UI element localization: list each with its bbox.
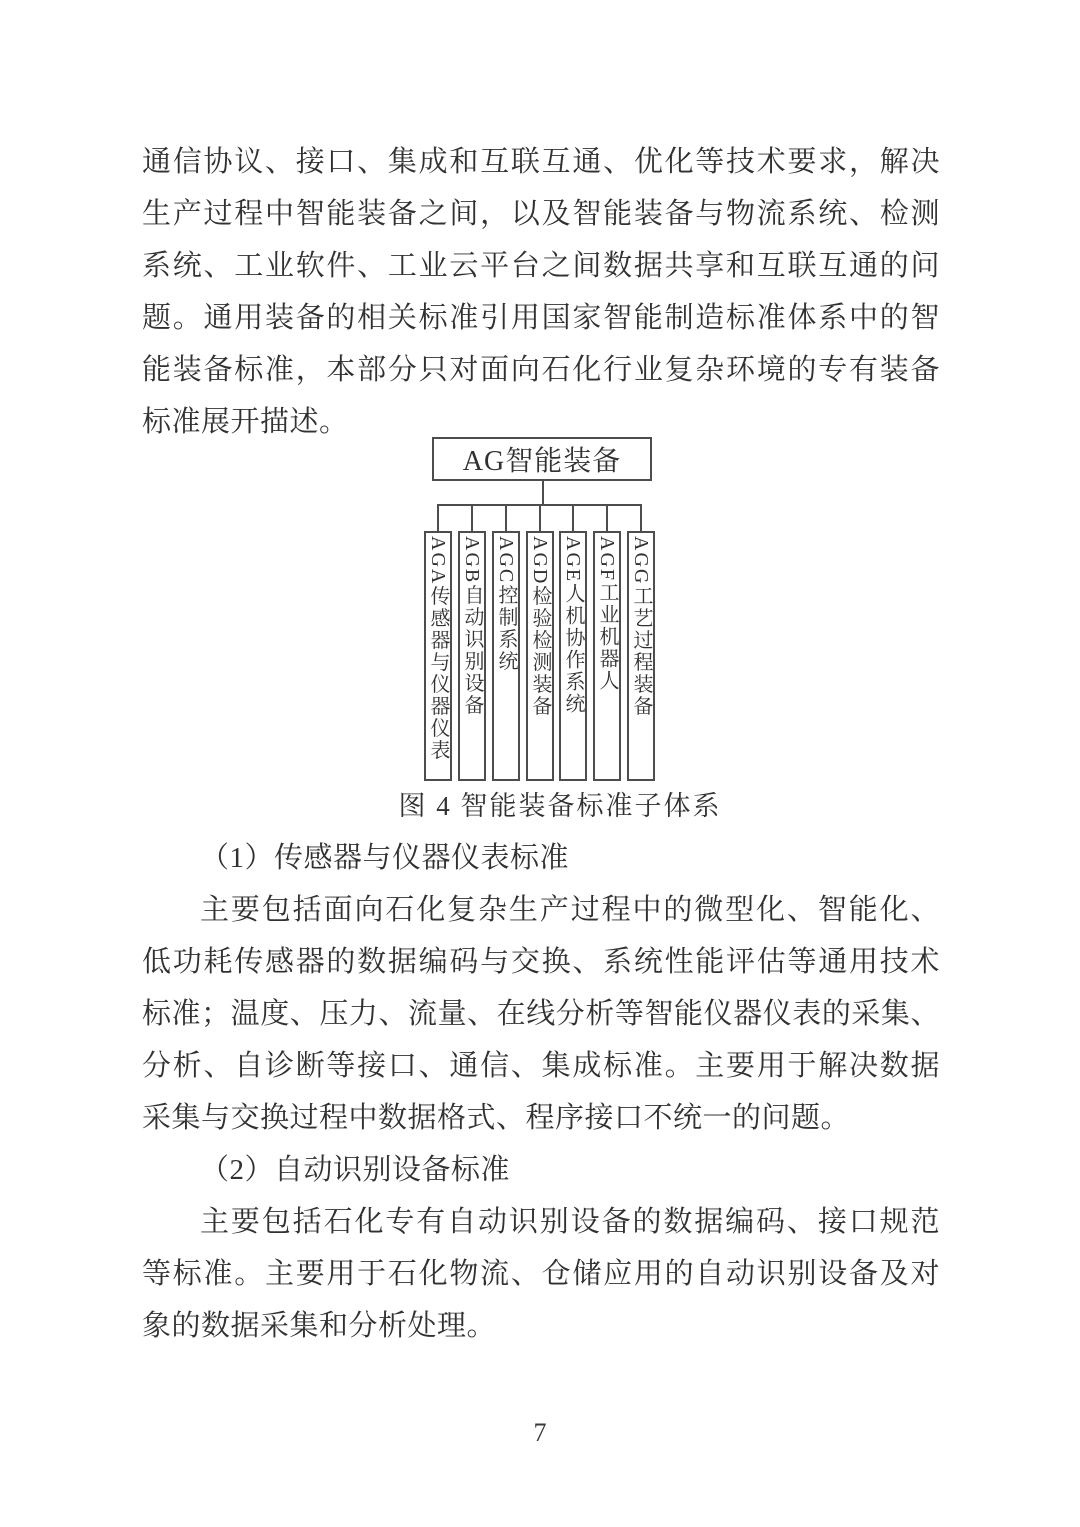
figure-child-box-agd (526, 531, 554, 781)
figure-child-label: AGG工艺过程装备 (630, 536, 652, 718)
figure-child-box-agg (627, 531, 655, 781)
body-text-line: 生产过程中智能装备之间，以及智能装备与物流系统、检测 (142, 198, 940, 230)
connector-drop-line (640, 504, 642, 532)
figure-child-box-agb (458, 531, 486, 781)
figure-child-label: AGE人机协作系统 (562, 536, 584, 716)
figure-root-box: AG智能装备 (432, 437, 652, 481)
section-heading: （2）自动识别设备标准 (200, 1154, 511, 1186)
section-heading: （1）传感器与仪器仪表标准 (200, 842, 570, 874)
figure-child-box-aga (424, 531, 452, 781)
connector-vertical-line (542, 481, 544, 504)
figure-child-label: AGA传感器与仪器仪表 (427, 536, 449, 762)
body-text-line: 主要包括面向石化复杂生产过程中的微型化、智能化、 (200, 894, 940, 926)
paragraph-continuation (142, 136, 940, 448)
connector-drop-line (539, 504, 541, 532)
figure-child-label: AGD检验检测装备 (529, 536, 551, 718)
body-text-line: 标准展开描述。 (142, 406, 349, 438)
figure-caption: 图 4 智能装备标准子体系 (398, 791, 722, 821)
figure-child-box-agf (593, 531, 621, 781)
figure-child-box-age (559, 531, 587, 781)
body-text-line: 通信协议、接口、集成和互联互通、优化等技术要求，解决 (142, 146, 940, 178)
body-text-line: 分析、自诊断等接口、通信、集成标准。主要用于解决数据 (142, 1050, 940, 1082)
connector-drop-line (505, 504, 507, 532)
connector-drop-line (606, 504, 608, 532)
body-text-line: 主要包括石化专有自动识别设备的数据编码、接口规范 (200, 1206, 940, 1238)
body-text-line: 采集与交换过程中数据格式、程序接口不统一的问题。 (142, 1102, 851, 1134)
body-text-line: 标准；温度、压力、流量、在线分析等智能仪器仪表的采集、 (142, 998, 940, 1030)
figure-child-label: AGB自动识别设备 (461, 536, 483, 717)
connector-drop-line (572, 504, 574, 532)
figure-child-box-agc (492, 531, 520, 781)
body-text-line: 题。通用装备的相关标准引用国家智能制造标准体系中的智 (142, 302, 940, 334)
connector-drop-line (471, 504, 473, 532)
body-text-line: 低功耗传感器的数据编码与交换、系统性能评估等通用技术 (142, 946, 940, 978)
page-number: 7 (533, 1418, 547, 1447)
figure-child-label: AGF工业机器人 (596, 536, 618, 693)
figure-child-label: AGC控制系统 (495, 536, 517, 673)
connector-drop-line (437, 504, 439, 532)
body-text-line: 等标准。主要用于石化物流、仓储应用的自动识别设备及对 (142, 1258, 940, 1290)
body-text-line: 系统、工业软件、工业云平台之间数据共享和互联互通的问 (142, 250, 940, 282)
body-text-line: 能装备标准，本部分只对面向石化行业复杂环境的专有装备 (142, 354, 940, 386)
body-text-line: 象的数据采集和分析处理。 (142, 1310, 497, 1342)
sections-block (142, 832, 940, 1352)
